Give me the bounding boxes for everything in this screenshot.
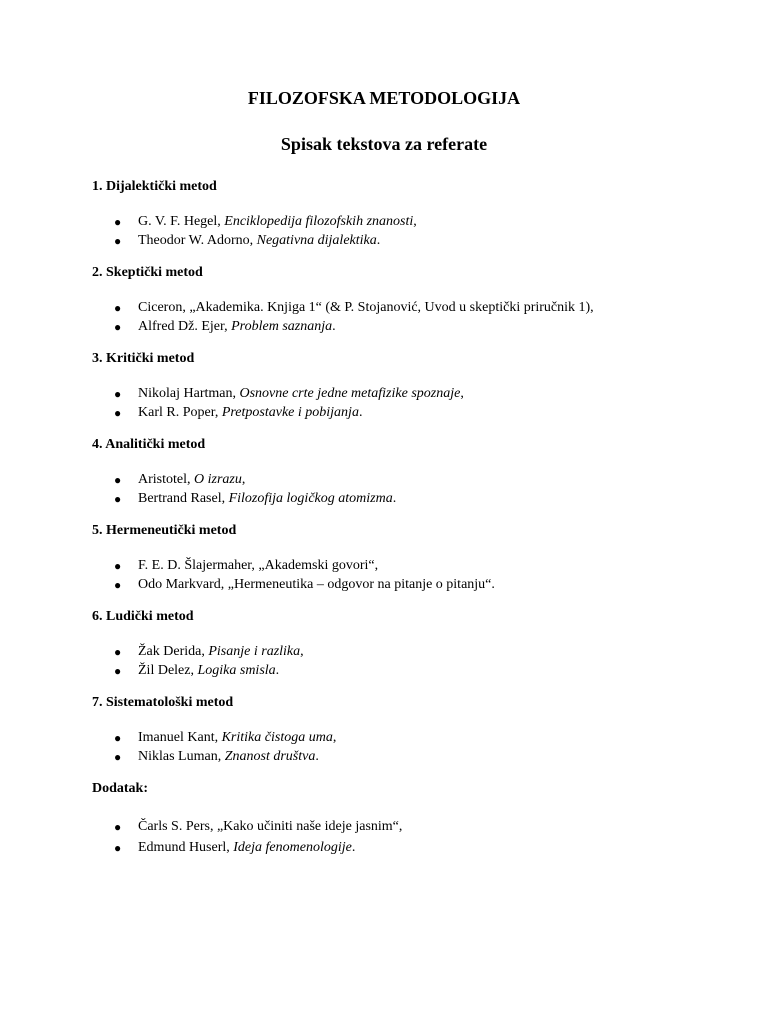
bullet-icon: ● bbox=[114, 645, 122, 659]
section-3-critical bbox=[92, 350, 712, 422]
section-heading: Dodatak: bbox=[92, 781, 149, 796]
item-author: Aristotel, bbox=[138, 472, 194, 487]
list-item bbox=[92, 729, 712, 748]
reference-list bbox=[92, 557, 712, 594]
bullet-icon: ● bbox=[114, 301, 122, 315]
reference-list bbox=[92, 817, 712, 858]
item-work: Negativna dijalektika bbox=[256, 232, 377, 248]
document-title: FILOZOFSKA METODOLOGIJA bbox=[247, 88, 521, 108]
section-heading: 1. Dijalektički metod bbox=[92, 179, 217, 194]
item-author: Žil Delez, bbox=[138, 662, 198, 678]
reference-list bbox=[92, 471, 712, 508]
section-7-systematological bbox=[92, 694, 712, 766]
reference-list bbox=[92, 385, 712, 422]
section-appendix bbox=[92, 780, 712, 858]
list-item bbox=[92, 817, 712, 838]
item-author: Nikolaj Hartman, bbox=[138, 386, 240, 401]
item-suffix: . bbox=[315, 748, 319, 764]
item-author: Žak Derida, bbox=[138, 644, 209, 659]
section-heading: 6. Ludički metod bbox=[92, 609, 194, 624]
item-author: Bertrand Rasel, bbox=[138, 490, 229, 506]
list-item bbox=[92, 557, 712, 576]
list-item bbox=[92, 385, 712, 404]
list-item bbox=[92, 318, 712, 337]
item-author: G. V. F. Hegel, bbox=[138, 214, 225, 229]
bullet-icon: ● bbox=[114, 820, 122, 834]
item-work: Znanost društva bbox=[224, 748, 316, 764]
item-suffix: . bbox=[358, 404, 363, 420]
bullet-icon: ● bbox=[114, 559, 122, 573]
bullet-icon: ● bbox=[114, 577, 122, 592]
bullet-icon: ● bbox=[114, 387, 122, 401]
list-item bbox=[92, 576, 712, 595]
bullet-icon: ● bbox=[114, 405, 122, 420]
section-2-skeptical bbox=[92, 264, 712, 336]
item-author: Ciceron, „Akademika. Knjiga 1“ (& P. Stojanović, Uvod u skeptički priručnik 1), bbox=[138, 300, 594, 315]
item-author: Alfred Dž. Ejer, bbox=[138, 318, 232, 334]
list-item bbox=[92, 838, 712, 859]
item-work: Filozofija logičkog atomizma bbox=[228, 490, 393, 506]
reference-list bbox=[92, 643, 712, 680]
list-item bbox=[92, 404, 712, 423]
bullet-icon: ● bbox=[114, 319, 122, 334]
section-heading: 3. Kritički metod bbox=[92, 351, 195, 366]
list-item bbox=[92, 662, 712, 681]
list-item bbox=[92, 232, 712, 251]
item-author: Karl R. Poper, bbox=[138, 404, 222, 420]
item-suffix: , bbox=[332, 730, 337, 745]
item-suffix: , bbox=[241, 472, 246, 487]
item-author: Odo Markvard, „Hermeneutika – odgovor na pitanje o pitanju“. bbox=[138, 576, 495, 592]
reference-list bbox=[92, 729, 712, 766]
section-heading: 7. Sistematološki metod bbox=[92, 695, 234, 710]
item-author: Imanuel Kant, bbox=[138, 730, 222, 745]
document-subtitle: Spisak tekstova za referate bbox=[280, 134, 488, 154]
item-work: O izrazu bbox=[194, 472, 242, 487]
section-4-analytical bbox=[92, 436, 712, 508]
item-suffix: . bbox=[392, 490, 397, 506]
item-author: Theodor W. Adorno, bbox=[138, 232, 257, 248]
item-author: Edmund Huserl, bbox=[138, 839, 234, 855]
bullet-icon: ● bbox=[114, 749, 122, 764]
bullet-icon: ● bbox=[114, 840, 122, 855]
item-suffix: . bbox=[351, 839, 356, 855]
item-work: Osnovne crte jedne metafizike spoznaje bbox=[239, 386, 461, 401]
item-author: F. E. D. Šlajermaher, „Akademski govori“, bbox=[138, 558, 379, 573]
section-heading: 5. Hermeneutički metod bbox=[92, 523, 237, 538]
reference-list bbox=[92, 299, 712, 336]
item-suffix: . bbox=[275, 662, 280, 678]
item-work: Pretpostavke i pobijanja bbox=[221, 404, 359, 420]
item-suffix: . bbox=[376, 232, 381, 248]
bullet-icon: ● bbox=[114, 731, 122, 745]
item-author: Čarls S. Pers, „Kako učiniti naše ideje jasnim“, bbox=[138, 819, 403, 834]
item-work: Enciklopedija filozofskih znanosti bbox=[224, 214, 414, 229]
list-item bbox=[92, 471, 712, 490]
list-item bbox=[92, 213, 712, 232]
item-work: Kritika čistoga uma bbox=[221, 730, 333, 745]
section-heading: 4. Analitički metod bbox=[92, 437, 206, 452]
item-suffix: , bbox=[460, 386, 464, 401]
item-suffix: , bbox=[300, 644, 304, 659]
bullet-icon: ● bbox=[114, 233, 122, 248]
item-work: Logika smisla bbox=[197, 662, 276, 678]
item-suffix: , bbox=[413, 214, 417, 229]
section-6-ludic bbox=[92, 608, 712, 680]
item-work: Problem saznanja bbox=[231, 318, 333, 334]
bullet-icon: ● bbox=[114, 491, 122, 506]
section-heading: 2. Skeptički metod bbox=[92, 265, 203, 280]
list-item bbox=[92, 299, 712, 318]
item-author: Niklas Luman, bbox=[138, 748, 225, 764]
bullet-icon: ● bbox=[114, 215, 122, 229]
section-5-hermeneutic bbox=[92, 522, 712, 594]
list-item bbox=[92, 748, 712, 767]
section-1-dialectical bbox=[92, 178, 712, 250]
list-item bbox=[92, 643, 712, 662]
item-work: Ideja fenomenologije bbox=[233, 839, 352, 855]
reference-list bbox=[92, 213, 712, 250]
bullet-icon: ● bbox=[114, 473, 122, 487]
list-item bbox=[92, 490, 712, 509]
bullet-icon: ● bbox=[114, 663, 122, 678]
item-suffix: . bbox=[332, 318, 336, 334]
item-work: Pisanje i razlika bbox=[208, 644, 301, 659]
